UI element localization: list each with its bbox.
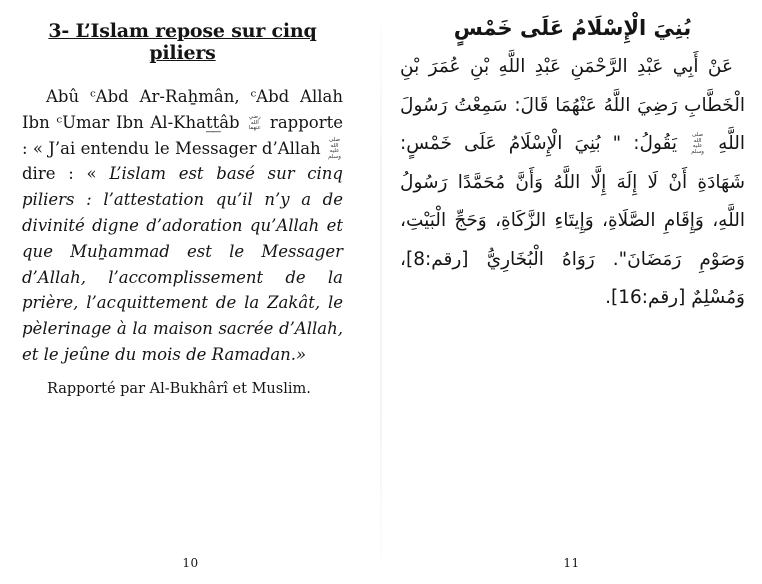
left-page-number: 10 (182, 556, 199, 570)
sallallahu-alayhi-wasallam-mark-icon: صلى الله عليه وسلم (691, 132, 704, 155)
hadith-quote-italic: L’islam est basé sur cinq piliers : l’attestation qu’il n’y a de divinité digne d’adoration qu’Allah et que Muẖammad est le Messager d’Allah, l’accomplissement de la prière, l’acquittement de la Zakât, le pèlerinage à la maison sacrée d’Allah, et le jeûne du mois de Ramadan.» (22, 164, 343, 364)
narrator-text: Abû ᶜAbd Ar-Raẖmân, ᶜAbd Allah Ibn ᶜUmar Ibn Al-Khat̲t̲âb (22, 87, 343, 132)
arabic-isnad-text: عَنْ أَبِي عَبْدِ الرَّحْمَنِ عَبْدِ اللَّهِ بْنِ عُمَرَ بْنِ الْخَطَّابِ رَضِيَ اللَّهُ عَنْهُمَا قَالَ: سَمِعْتُ رَسُولَ اللَّهِ (400, 56, 745, 154)
right-page-number: 11 (563, 556, 580, 570)
arabic-hadith-title: بُنِيَ الْإِسْلَامُ عَلَى خَمْسٍ (453, 16, 692, 40)
arabic-matn-text: يَقُولُ: " بُنِيَ الْإِسْلَامُ عَلَى خَمْسٍ: شَهَادَةِ أَنْ لَا إِلَهَ إِلَّا اللَّهُ وَأَنَّ مُحَمَّدًا رَسُولُ اللَّهِ، وَإِقَامِ الصَّلَاةِ، وَإِيتَاءِ الزَّكَاةِ، وَحَجِّ الْبَيْتِ، وَصَوْمِ رَمَضَانَ". رَوَاهُ الْبُخَارِيُّ [رقم:8]، وَمُسْلِمٌ [رقم:16]. (400, 133, 745, 308)
sallallahu-alayhi-wasallam-mark-icon: صلى الله عليه وسلم (328, 137, 341, 160)
radiallahu-anhuma-mark-icon: رضي الله عنهما (248, 114, 261, 132)
right-page (381, 0, 762, 584)
arabic-hadith-paragraph (400, 48, 745, 318)
reported-text: rapporte : « J’ai entendu le Messager d’Allah (22, 112, 343, 158)
french-chapter-title: 3- L’Islam repose sur cinq piliers (48, 20, 317, 64)
hadith-source-line: Rapporté par Al-Bukhârî et Muslim. (47, 380, 311, 397)
french-hadith-paragraph (22, 84, 343, 368)
dire-text: dire : « (22, 164, 110, 184)
